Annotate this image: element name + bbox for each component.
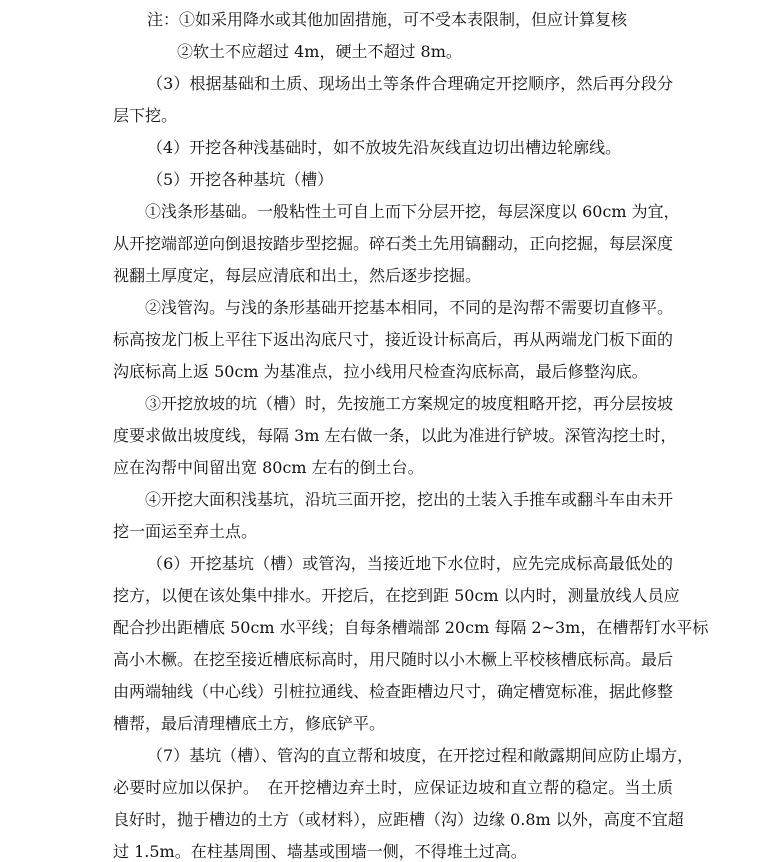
paragraph-6-line-1: （6）开挖基坑（槽）或管沟，当接近地下水位时，应先完成标高最低处的 bbox=[147, 554, 673, 573]
note-line-1: 注：①如采用降水或其他加固措施，可不受本表限制，但应计算复核 bbox=[147, 10, 628, 29]
item-3-line-1: ③开挖放坡的坑（槽）时，先按施工方案规定的坡度粗略开挖，再分层按坡 bbox=[145, 394, 674, 413]
paragraph-7-line-4: 过 1.5m。在柱基周围、墙基或围墙一侧，不得堆土过高。 bbox=[113, 842, 527, 861]
item-1-line-1: ①浅条形基础。一般粘性土可自上而下分层开挖，每层深度以 60cm 为宜， bbox=[145, 202, 680, 221]
item-3-line-2: 度要求做出坡度线，每隔 3m 左右做一条，以此为准进行铲坡。深管沟挖土时， bbox=[113, 426, 677, 445]
paragraph-4-line-1: （4）开挖各种浅基础时，如不放坡先沿灰线直边切出槽边轮廓线。 bbox=[147, 138, 622, 157]
paragraph-6-line-5: 由两端轴线（中心线）引桩拉通线、检查距槽边尺寸，确定槽宽标准，据此修整 bbox=[113, 682, 674, 701]
item-1-line-2: 从开挖端部逆向倒退按踏步型挖掘。碎石类土先用镐翻动，正向挖掘，每层深度 bbox=[113, 234, 674, 253]
item-2-line-3: 沟底标高上返 50cm 为基准点，拉小线用尺检查沟底标高，最后修整沟底。 bbox=[113, 362, 648, 381]
paragraph-3-line-2: 层下挖。 bbox=[113, 106, 178, 125]
paragraph-7-line-1: （7）基坑（槽）、管沟的直立帮和坡度，在开挖过程和敞露期间应防止塌方， bbox=[147, 746, 694, 765]
item-1-line-3: 视翻土厚度定，每层应清底和出土，然后逐步挖掘。 bbox=[113, 266, 482, 285]
item-4-line-2: 挖一面运至弃土点。 bbox=[113, 522, 258, 541]
item-2-line-1: ②浅管沟。与浅的条形基础开挖基本相同，不同的是沟帮不需要切直修平。 bbox=[145, 298, 674, 317]
paragraph-6-line-6: 槽帮，最后清理槽底土方，修底铲平。 bbox=[113, 714, 386, 733]
paragraph-5-heading: （5）开挖各种基坑（槽） bbox=[147, 170, 334, 189]
item-4-line-1: ④开挖大面积浅基坑，沿坑三面开挖，挖出的土装入手推车或翻斗车由未开 bbox=[145, 490, 674, 509]
paragraph-6-line-3: 配合抄出距槽底 50cm 水平线；自每条槽端部 20cm 每隔 2~3m，在槽帮钉水平标 bbox=[113, 618, 709, 637]
paragraph-3-line-1: （3）根据基础和土质、现场出土等条件合理确定开挖顺序，然后再分段分 bbox=[147, 74, 673, 93]
note-line-2: ②软土不应超过 4m，硬土不超过 8m。 bbox=[177, 42, 462, 61]
paragraph-7-line-2: 必要时应加以保护。 在开挖槽边弃土时，应保证边坡和直立帮的稳定。当土质 bbox=[113, 778, 673, 797]
paragraph-6-line-4: 高小木橛。在挖至接近槽底标高时，用尺随时以小木橛上平校核槽底标高。最后 bbox=[113, 650, 674, 669]
paragraph-7-line-3: 良好时，抛于槽边的土方（或材料），应距槽（沟）边缘 0.8m 以外，高度不宜超 bbox=[113, 810, 684, 829]
paragraph-6-line-2: 挖方，以便在该处集中排水。开挖后，在挖到距 50cm 以内时，测量放线人员应 bbox=[113, 586, 680, 605]
item-2-line-2: 标高按龙门板上平往下返出沟底尺寸，接近设计标高后，再从两端龙门板下面的 bbox=[113, 330, 674, 349]
item-3-line-3: 应在沟帮中间留出宽 80cm 左右的倒土台。 bbox=[113, 458, 424, 477]
